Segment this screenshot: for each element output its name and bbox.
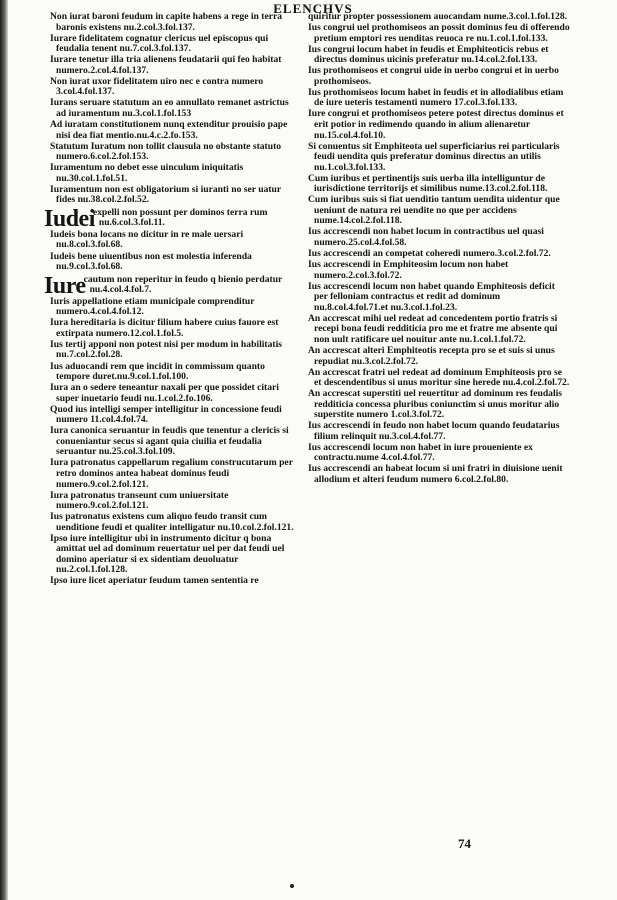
entry-text: An accrescat fratri uel redeat ad dominum Emphiteosis pro se et descendentibus si unus moritur sine herede nu.4.col.2.fol.72. bbox=[308, 366, 570, 389]
index-entry bbox=[50, 252, 296, 273]
index-entry bbox=[308, 109, 570, 141]
index-entry bbox=[308, 174, 570, 195]
index-entry bbox=[50, 98, 296, 119]
index-entry bbox=[50, 458, 296, 490]
entry-text: Iuris appellatione etiam municipale comprenditur numero.4.col.4.fol.12. bbox=[50, 295, 255, 318]
entry-text: Iurare fidelitatem cognatur clericus uel episcopus qui feudalia tenent nu.7.col.3.fol.137. bbox=[50, 32, 269, 55]
index-entry bbox=[308, 260, 570, 281]
index-entry bbox=[50, 77, 296, 98]
index-entry bbox=[50, 318, 296, 339]
index-entry bbox=[308, 249, 570, 260]
index-entry bbox=[308, 421, 570, 442]
entry-text: Iurare tenetur illa tria alienens feudatarii qui feo habitat numero.2.col.4.fol.137. bbox=[50, 54, 282, 76]
entry-text: Ius patronatus existens cum aliquo feudo transit cum uenditione feudi et qualiter intelligatur nu.10.col.2.fol.121. bbox=[50, 511, 294, 533]
entry-text: Ius accrescendi locum non habet in iure proueniente ex contractu.nume 4.col.4.fol.77. bbox=[308, 441, 533, 464]
entry-text: Ipso iure intelligitur ubi in instrumento dicitur q bona amittat uel ad dominum reuertatur uel per dat feudi uel domino aperiatur si ex sidentiam deuoluatur nu.2.col.1.fol.128. bbox=[50, 532, 285, 576]
entry-initial-word: Iudei bbox=[44, 205, 95, 232]
entry-text: Si conuentus sit Emphiteota uel superficiarius rei particularis feudi uendita quis preferatur dominus directus an utilis nu.1.col.3.fol.133. bbox=[308, 140, 560, 173]
folio-number: 74 bbox=[458, 836, 471, 851]
entry-text: Iure congrui et prothomiseos petere potest directus dominus et erit potior in redimendo quando in alium alienaretur nu.15.col.4.fol.10. bbox=[308, 108, 564, 141]
entry-text: quiritur propter possessionem auocandam nume.3.col.1.fol.128. bbox=[308, 11, 568, 22]
index-entry bbox=[308, 45, 570, 66]
entry-text: Ius tertij apponi non potest nisi per modum in habilitatis nu.7.col.2.fol.28. bbox=[50, 338, 282, 361]
index-entry bbox=[50, 512, 296, 533]
index-entry bbox=[50, 383, 296, 404]
entry-text: Iuramentum no debet esse uinculum iniquitatis nu.30.col.1.fol.51. bbox=[50, 162, 244, 184]
entry-text: Iuramentum non est obligatorium si iuranti no ser uatur fides nu.38.col.2.fol.52. bbox=[50, 183, 281, 206]
entry-text: Ius prothomiseos locum habet in feudis et in allodialibus etiam de iure ueteris testamenti numero 17.col.3.fol.133. bbox=[308, 86, 564, 109]
index-entry bbox=[308, 142, 570, 174]
index-entry bbox=[50, 142, 296, 163]
index-entry bbox=[308, 389, 570, 421]
entry-text: An accrescat mihi uel redeat ad concedentem portio fratris si recepi bona feudi redditicia pro me et fratre me absente qui non uult ratificare uel nouitur ante nu.1.col.1.fol.72. bbox=[308, 312, 558, 345]
index-entry bbox=[50, 163, 296, 184]
index-entry bbox=[50, 405, 296, 426]
entry-text: An accrescat alteri Emphiteotis recepta pro se et suis si unus repudiat nu.3.col.2.fol.72. bbox=[308, 344, 555, 367]
index-entry bbox=[308, 314, 570, 346]
entry-text: Iura hereditaria is dicitur filium habere cuius fauore est extirpata numero.12.col.1.fol.5. bbox=[50, 317, 279, 339]
entry-text: Cum iuribus suis si fiat uenditio tantum uendita uidentur que ueniunt de natura rei uendite no que per accidens nume.14.col.2.fol.118. bbox=[308, 194, 560, 227]
index-column-left bbox=[44, 11, 296, 587]
index-entry bbox=[50, 230, 296, 251]
entry-text: Ius accrescendi in Emphiteosim locum non habet numero.2.col.3.fol.72. bbox=[308, 259, 509, 281]
entry-text: Non iurat uxor fidelitatem uiro nec e contra numero 3.col.4.fol.137. bbox=[50, 75, 264, 98]
entry-text: Non iurat baroni feudum in capite habens a rege in terra baronis existens nu.2.col.3.fol.137. bbox=[50, 11, 283, 33]
index-entry bbox=[308, 195, 570, 227]
index-entry bbox=[50, 534, 296, 576]
entry-text: Iura an o sedere teneantur naxali per que possidet citari super inuetario feudi nu.1.col.2.fo.106. bbox=[50, 382, 279, 404]
entry-text: Ius prothomiseos et congrui uide in uerbo congrui et in uerbo prothomiseos. bbox=[308, 65, 559, 87]
index-entry bbox=[50, 55, 296, 76]
entry-text: Iudeis bona locans no dicitur in re male uersari nu.8.col.3.fol.68. bbox=[50, 228, 244, 251]
index-entry bbox=[308, 227, 570, 248]
entry-text: Ad iuratam constitutionem nunq extenditur prouisio pape nisi dea fiat mentio.nu.4.c.2.fo.153. bbox=[50, 118, 288, 141]
index-entry bbox=[308, 88, 570, 109]
index-entry bbox=[50, 362, 296, 383]
entry-text: Ius aduocandi rem que incidit in commissum quanto tempore duret.nu.9.col.1.fol.100. bbox=[50, 360, 265, 383]
index-entry bbox=[44, 205, 296, 232]
index-entry bbox=[308, 346, 570, 367]
index-entry bbox=[308, 12, 570, 23]
entry-text: Iura canonica seruantur in feudis que tenentur a clericis si conueniantur secus si agant quia ciuilia et feudalia seruantur nu.25.col.3.fol.109. bbox=[50, 425, 289, 458]
entry-text: Iurans seruare statutum an eo annullato remanet astrictus ad iuramentum nu.3.col.1.fol.153 bbox=[50, 97, 289, 119]
index-entry bbox=[50, 34, 296, 55]
index-entry bbox=[308, 368, 570, 389]
entry-text: Ius accrescendi locum non habet quando Emphiteosis deficit per felloniam contractus et redit ad dominum nu.8.col.4.fol.71.et nu.3.col.1.fol.23. bbox=[308, 280, 555, 313]
index-entry bbox=[308, 282, 570, 314]
index-entry bbox=[50, 120, 296, 141]
entry-text: expelli non possunt per dominos terra rum nu.6.col.3.fol.11. bbox=[92, 206, 268, 229]
book-spine-edge bbox=[0, 0, 8, 900]
entry-text: Iura patronatus transeunt cum uniuersitate numero.9.col.2.fol.121. bbox=[50, 489, 229, 512]
index-entry bbox=[50, 426, 296, 458]
index-entry bbox=[308, 464, 570, 485]
index-entry bbox=[50, 340, 296, 361]
index-entry bbox=[50, 185, 296, 206]
index-entry bbox=[50, 491, 296, 512]
index-entry bbox=[308, 23, 570, 44]
index-column-right bbox=[308, 12, 570, 486]
printer-mark bbox=[290, 884, 294, 888]
index-entry bbox=[50, 576, 296, 587]
entry-text: Ius accrescendi non habet locum in contractibus uel quasi numero.25.col.4.fol.58. bbox=[308, 226, 544, 248]
entry-text: Iudeis bene uiuentibus non est molestia inferenda nu.9.col.3.fol.68. bbox=[50, 250, 252, 273]
running-header: ELENCHVS bbox=[273, 1, 353, 16]
index-entry bbox=[308, 443, 570, 464]
entry-text: Quod ius intelligi semper intelligitur in concessione feudi numero 11.col.4.fol.74. bbox=[50, 403, 282, 426]
entry-text: Statutum Iuratum non tollit clausula no obstante statuto numero.6.col.2.fol.153. bbox=[50, 140, 282, 163]
entry-text: Iura patronatus cappellarum regalium construcutarum per retro dominos antea habeat dominus feudi numero.9.col.2.fol.121. bbox=[50, 457, 293, 490]
entry-text: Ius accrescendi an habeat locum si uni fratri in diuisione uenit allodium et alteri feudum numero 6.col.2.fol.80. bbox=[308, 463, 563, 486]
entry-text: Ipso iure licet aperiatur feudum tamen sententia re bbox=[50, 575, 259, 587]
entry-text: Ius accrescendi an competat coheredi numero.3.col.2.fol.72. bbox=[308, 248, 551, 260]
index-entry bbox=[308, 66, 570, 87]
entry-text: An accrescat superstiti uel reuertitur ad dominum res feudalis redditicia concessa pluribus coniunctim si unus moritur alio superstite numero 1.col.3.fol.72. bbox=[308, 388, 563, 421]
entry-initial-word: Iure bbox=[44, 272, 86, 299]
entry-text: Ius congrui locum habet in feudis et Emphiteoticis rebus et directus dominus uicinis preferatur nu.14.col.2.fol.133. bbox=[308, 43, 549, 66]
index-entry bbox=[44, 272, 296, 299]
index-entry bbox=[50, 297, 296, 318]
entry-text: cautum non reperitur in feudo q bienio perdatur nu.4.col.4.fol.7. bbox=[83, 273, 283, 296]
entry-text: Ius accrescendi in feudo non habet locum quando feudatarius filium relinquit nu.3.col.4.fol.77. bbox=[308, 420, 560, 442]
index-entry bbox=[50, 12, 296, 33]
entry-text: Ius congrui uel prothomiseos an possit dominus feu di offerendo pretium emptori res uenditas reuoca re nu.1.col.1.fol.133. bbox=[308, 22, 570, 44]
entry-text: Cum iuribus et pertinentijs suis uerba illa intelliguntur de iurisdictione territorijs et similibus nume.13.col.2.fol.118. bbox=[308, 172, 548, 195]
